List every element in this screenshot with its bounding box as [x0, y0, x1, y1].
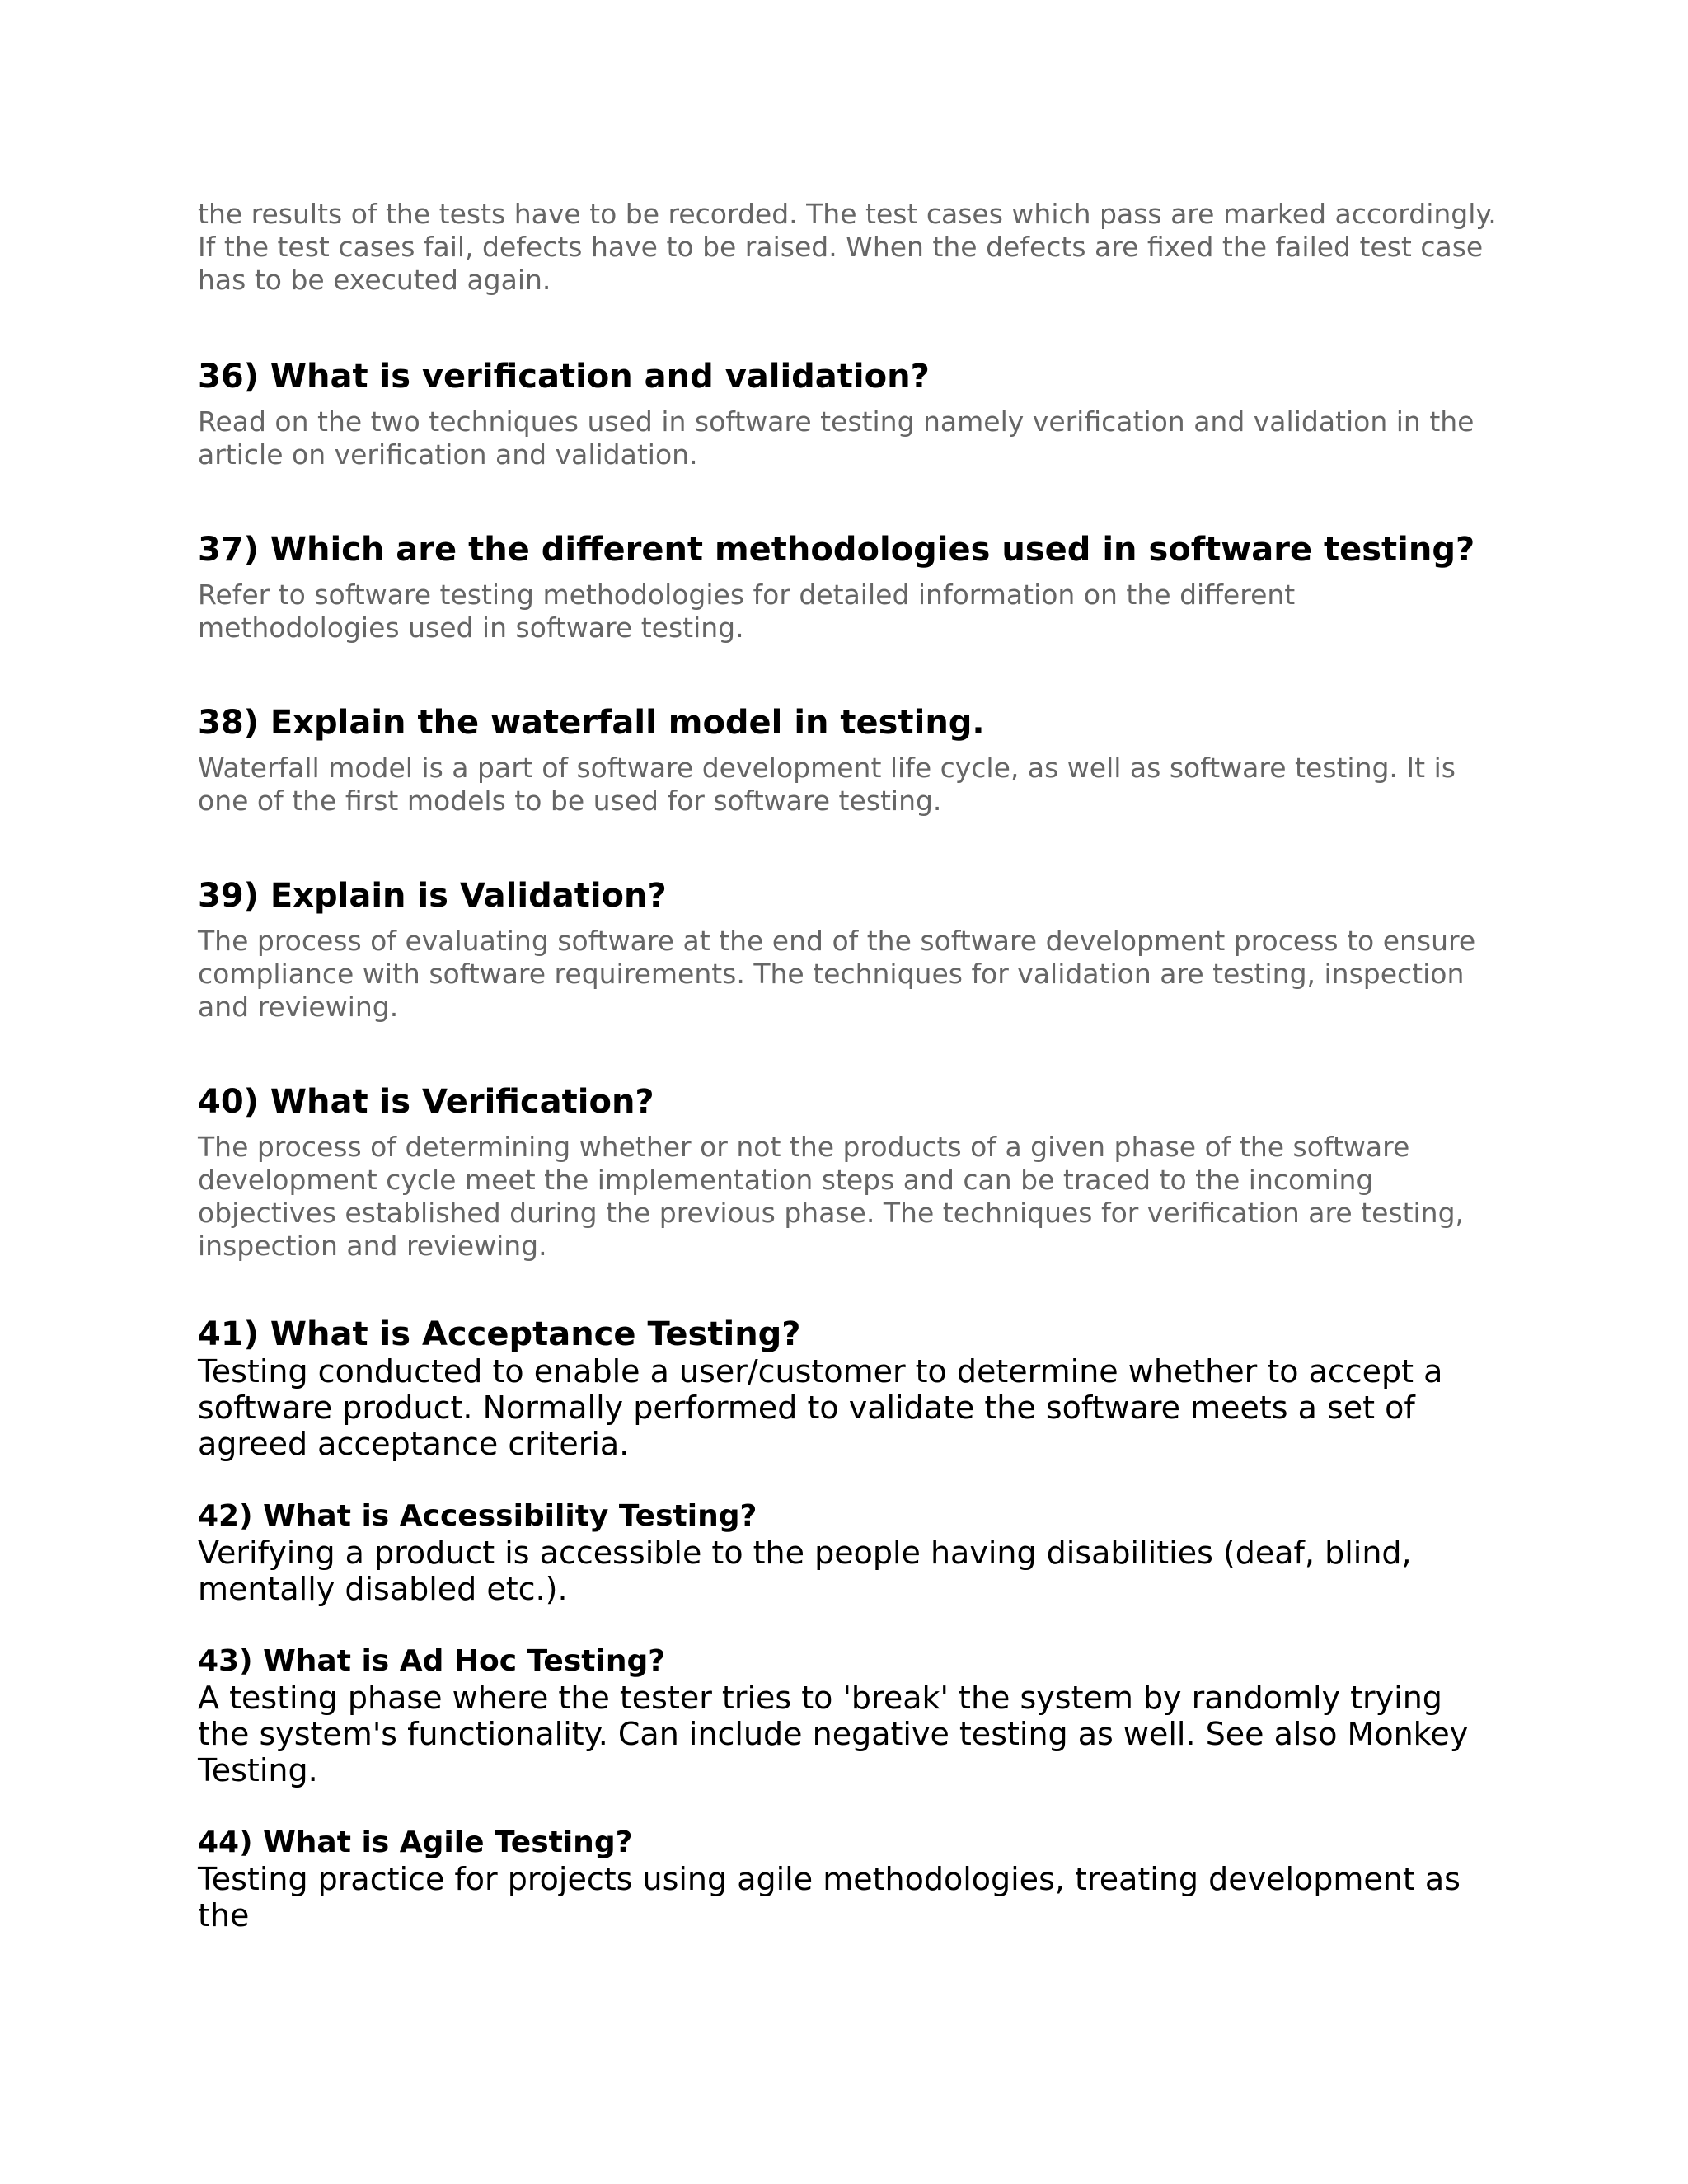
section-body: The process of determining whether or not the products of a given phase of the software development cycle meet the implementation steps and can be traced to the incoming objectives established during the previous phase. The techniques for verification are testing, inspection and reviewing. — [198, 1131, 1465, 1262]
section-43 — [198, 1643, 1500, 1788]
section-body: Waterfall model is a part of software development life cycle, as well as software testing. It is one of the first models to be used for software testing. — [198, 752, 1456, 817]
section-heading: 40) What is Verification? — [198, 1083, 654, 1121]
section-37 — [198, 529, 1500, 644]
section-39 — [198, 875, 1500, 1024]
section-body: Testing conducted to enable a user/customer to determine whether to accept a software product. Normally performed to validate the software meets a set of agreed acceptance criteria. — [198, 1353, 1443, 1462]
section-body: Verifying a product is accessible to the people having disabilities (deaf, blind, mentally disabled etc.). — [198, 1535, 1412, 1607]
section-heading: 37) Which are the different methodologies used in software testing? — [198, 531, 1475, 569]
section-body: Read on the two techniques used in software testing namely verification and validation in the article on verification and validation. — [198, 405, 1475, 471]
section-38 — [198, 702, 1500, 818]
section-heading: 43) What is Ad Hoc Testing? — [198, 1644, 666, 1678]
section-body: Refer to software testing methodologies for detailed information on the different methodologies used in software testing. — [198, 579, 1296, 644]
section-36 — [198, 356, 1500, 471]
section-heading: 42) What is Accessibility Testing? — [198, 1499, 757, 1533]
section-heading: 39) Explain is Validation? — [198, 877, 667, 915]
section-heading: 41) What is Acceptance Testing? — [198, 1315, 801, 1353]
section-heading: 38) Explain the waterfall model in testing. — [198, 704, 985, 742]
section-40 — [198, 1081, 1500, 1263]
section-42 — [198, 1498, 1500, 1607]
section-heading: 44) What is Agile Testing? — [198, 1825, 633, 1859]
section-body: Testing practice for projects using agile methodologies, treating development as the — [198, 1861, 1461, 1933]
section-heading: 36) What is verification and validation? — [198, 358, 930, 396]
section-body: The process of evaluating software at the end of the software development process to ensure compliance with software requirements. The techniques for validation are testing, inspection and reviewing. — [198, 925, 1476, 1023]
section-41 — [198, 1315, 1500, 1462]
section-body: A testing phase where the tester tries to 'break' the system by randomly trying the system's functionality. Can include negative testing as well. See also Monkey Testing. — [198, 1680, 1469, 1788]
section-44 — [198, 1825, 1500, 1933]
document-page — [198, 198, 1500, 1933]
intro-paragraph: the results of the tests have to be recorded. The test cases which pass are marked accordingly. If the test cases fail, defects have to be raised. When the defects are fixed the failed test case has to be executed again. — [198, 198, 1497, 296]
